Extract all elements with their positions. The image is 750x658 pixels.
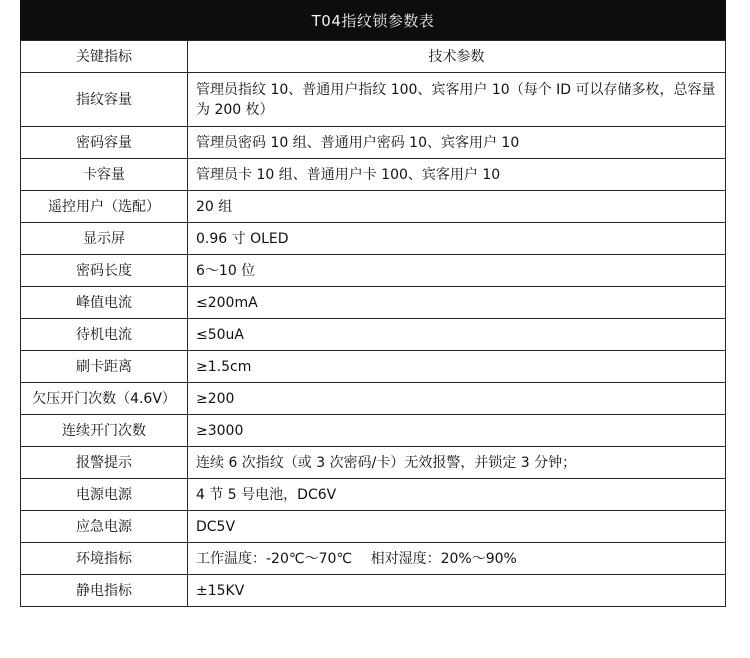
table-row	[21, 575, 726, 607]
row-value: ≤50uA	[188, 319, 726, 351]
row-key: 峰值电流	[21, 287, 188, 319]
table-row	[21, 383, 726, 415]
row-value: ≥3000	[188, 415, 726, 447]
row-value: 6～10 位	[188, 255, 726, 287]
row-key: 待机电流	[21, 319, 188, 351]
row-value: ≥1.5cm	[188, 351, 726, 383]
table-row	[21, 319, 726, 351]
row-value: 4 节 5 号电池，DC6V	[188, 479, 726, 511]
row-value: 管理员密码 10 组、普通用户密码 10、宾客用户 10	[188, 127, 726, 159]
row-key: 遥控用户（选配）	[21, 191, 188, 223]
table-row	[21, 223, 726, 255]
row-key: 环境指标	[21, 543, 188, 575]
row-value: 连续 6 次指纹（或 3 次密码/卡）无效报警，并锁定 3 分钟；	[188, 447, 726, 479]
row-key: 卡容量	[21, 159, 188, 191]
row-key: 指纹容量	[21, 73, 188, 127]
table-row	[21, 351, 726, 383]
row-value: 工作温度：-20℃～70℃ 相对湿度：20%～90%	[188, 543, 726, 575]
header-value: 技术参数	[188, 41, 726, 73]
table-row	[21, 255, 726, 287]
row-value: ≤200mA	[188, 287, 726, 319]
row-value: 0.96 寸 OLED	[188, 223, 726, 255]
table-title: T04指纹锁参数表	[20, 0, 726, 40]
row-value: 20 组	[188, 191, 726, 223]
row-key: 应急电源	[21, 511, 188, 543]
table-row	[21, 73, 726, 127]
table-row	[21, 159, 726, 191]
table-row	[21, 415, 726, 447]
table-row	[21, 127, 726, 159]
row-value: 管理员指纹 10、普通用户指纹 100、宾客用户 10（每个 ID 可以存储多枚，总容量为 200 枚）	[188, 73, 726, 127]
table-row	[21, 479, 726, 511]
table-row	[21, 447, 726, 479]
spec-table	[20, 40, 726, 607]
table-row	[21, 191, 726, 223]
table-row	[21, 543, 726, 575]
table-row	[21, 287, 726, 319]
row-key: 密码长度	[21, 255, 188, 287]
row-key: 报警提示	[21, 447, 188, 479]
row-key: 刷卡距离	[21, 351, 188, 383]
row-value: 管理员卡 10 组、普通用户卡 100、宾客用户 10	[188, 159, 726, 191]
row-key: 密码容量	[21, 127, 188, 159]
spec-sheet	[20, 0, 726, 607]
row-key: 静电指标	[21, 575, 188, 607]
table-header-row	[21, 41, 726, 73]
row-key: 欠压开门次数（4.6V）	[21, 383, 188, 415]
table-row	[21, 511, 726, 543]
row-value: ≥200	[188, 383, 726, 415]
header-key: 关键指标	[21, 41, 188, 73]
row-value: DC5V	[188, 511, 726, 543]
row-key: 显示屏	[21, 223, 188, 255]
row-key: 连续开门次数	[21, 415, 188, 447]
row-key: 电源电源	[21, 479, 188, 511]
row-value: ±15KV	[188, 575, 726, 607]
